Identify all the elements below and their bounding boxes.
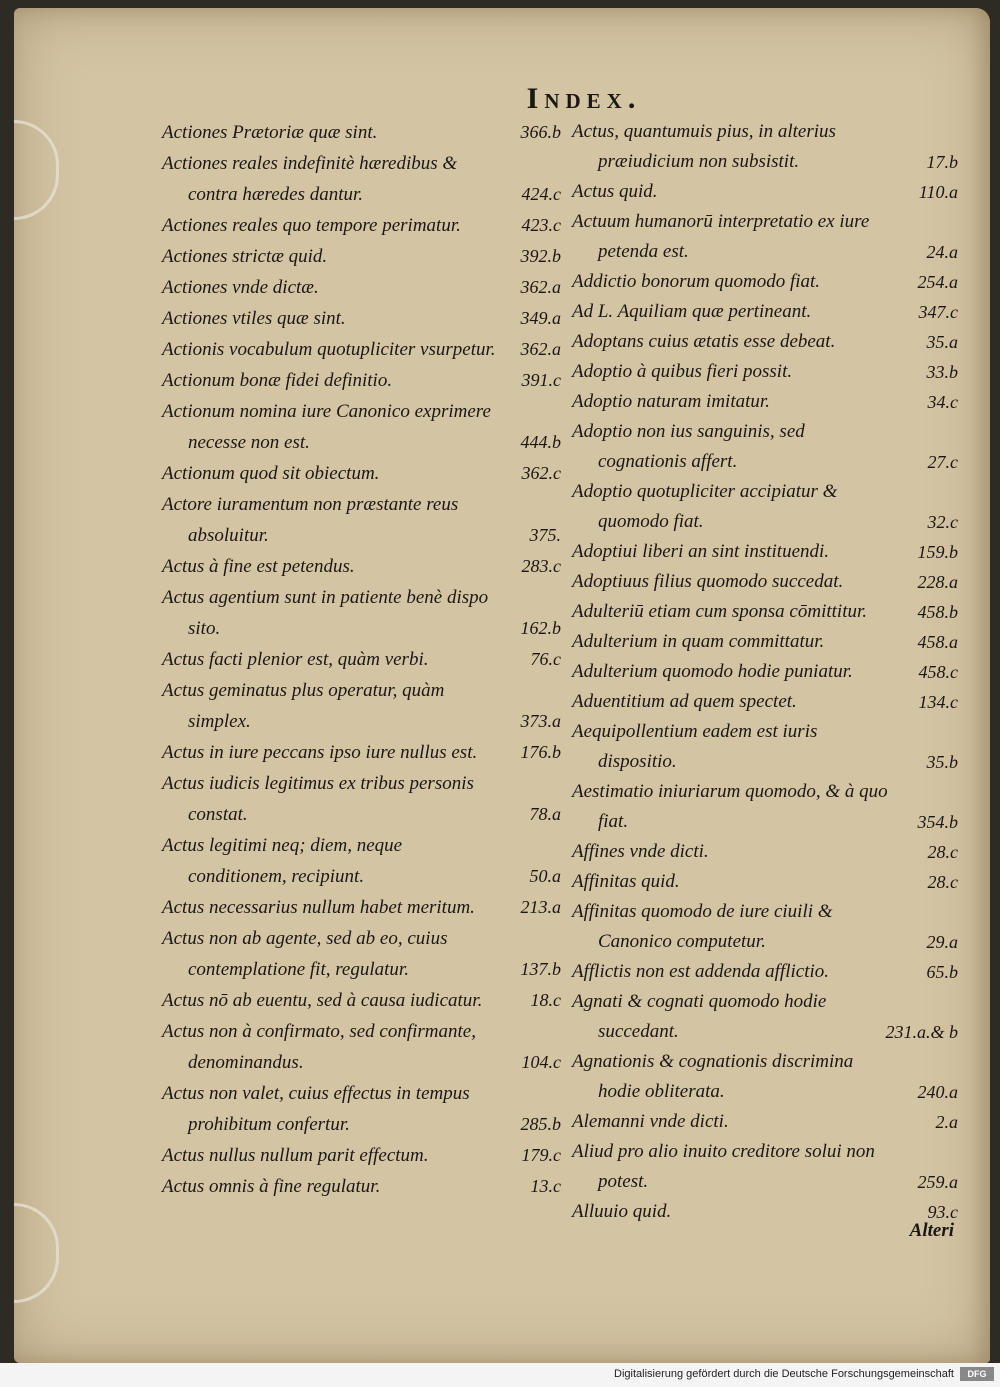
entry-page-ref: 375. <box>529 525 561 545</box>
entry-page-ref: 134.c <box>918 692 958 712</box>
entry-text: Actus necessarius nullum habet meritum. <box>162 897 475 918</box>
index-entry <box>572 657 964 687</box>
index-entry <box>572 1047 964 1107</box>
entry-text: Affines vnde dicti. <box>572 841 709 862</box>
entry-page-ref: 354.b <box>917 812 958 832</box>
index-entry <box>162 830 567 892</box>
entry-page-ref: 65.b <box>926 962 958 982</box>
catchword: Alteri <box>909 1220 954 1241</box>
index-entry <box>162 210 567 241</box>
entry-text: Afflictis non est addenda afflictio. <box>572 961 830 982</box>
index-entry <box>572 387 964 417</box>
entry-text: Actionum nomina iure Canonico exprimere necesse non est. <box>162 401 491 453</box>
entry-page-ref: 28.c <box>927 872 958 892</box>
entry-text: Actus quid. <box>572 181 658 202</box>
entry-page-ref: 32.c <box>927 512 958 532</box>
entry-text: Actiones Prætoriæ quæ sint. <box>162 122 378 143</box>
entry-page-ref: 366.b <box>520 122 561 142</box>
entry-page-ref: 285.b <box>520 1114 561 1134</box>
entry-text: Actus à fine est petendus. <box>162 556 355 577</box>
entry-text: Alluuio quid. <box>572 1201 672 1222</box>
entry-page-ref: 349.a <box>520 308 561 328</box>
index-entry <box>572 477 964 537</box>
entry-page-ref: 35.a <box>926 332 958 352</box>
index-entry <box>572 297 964 327</box>
entry-text: Alemanni vnde dicti. <box>572 1111 729 1132</box>
entry-page-ref: 444.b <box>520 432 561 452</box>
entry-page-ref: 362.c <box>521 463 561 483</box>
entry-page-ref: 213.a <box>520 897 561 917</box>
index-entry <box>572 687 964 717</box>
entry-page-ref: 35.b <box>926 752 958 772</box>
entry-page-ref: 159.b <box>917 542 958 562</box>
entry-page-ref: 93.c <box>927 1202 958 1222</box>
footer-bar <box>0 1363 1000 1387</box>
entry-page-ref: 162.b <box>520 618 561 638</box>
entry-text: Actiones vnde dictæ. <box>162 277 319 298</box>
index-entry <box>572 717 964 777</box>
entry-page-ref: 362.a <box>520 277 561 297</box>
index-entry <box>162 117 567 148</box>
index-entry <box>572 1137 964 1197</box>
binding-clip-bottom <box>14 1203 59 1303</box>
entry-page-ref: 392.b <box>520 246 561 266</box>
entry-page-ref: 104.c <box>521 1052 561 1072</box>
entry-text: Actus geminatus plus operatur, quàm simplex. <box>162 680 445 732</box>
entry-page-ref: 13.c <box>530 1176 561 1196</box>
entry-text: Actus iudicis legitimus ex tribus personis constat. <box>162 773 474 825</box>
entry-text: Actiones reales quo tempore perimatur. <box>162 215 461 236</box>
index-entry <box>572 597 964 627</box>
index-entry <box>162 303 567 334</box>
entry-page-ref: 29.a <box>926 932 958 952</box>
entry-page-ref: 347.c <box>918 302 958 322</box>
index-entry <box>572 627 964 657</box>
entry-page-ref: 423.c <box>521 215 561 235</box>
entry-text: Actore iuramentum non præstante reus absoluitur. <box>162 494 459 546</box>
entry-text: Affinitas quid. <box>572 871 680 892</box>
index-entry <box>162 1016 567 1078</box>
entry-page-ref: 17.b <box>926 152 958 172</box>
index-entry <box>162 272 567 303</box>
entry-text: Adoptans cuius ætatis esse debeat. <box>572 331 836 352</box>
entry-text: Actus omnis à fine regulatur. <box>162 1176 381 1197</box>
entry-page-ref: 373.a <box>520 711 561 731</box>
entry-text: Actus non à confirmato, sed confirmante, denominandus. <box>162 1021 476 1073</box>
entry-page-ref: 110.a <box>918 182 958 202</box>
entry-text: Aduentitium ad quem spectet. <box>572 691 797 712</box>
entry-text: Actus agentium sunt in patiente benè dispo sito. <box>162 587 489 639</box>
entry-text: Aliud pro alio inuito creditore solui non potest. <box>572 1141 875 1192</box>
entry-page-ref: 27.c <box>927 452 958 472</box>
index-entry <box>162 489 567 551</box>
index-entry <box>162 396 567 458</box>
entry-page-ref: 458.b <box>917 602 958 622</box>
index-entry <box>572 1197 964 1227</box>
entry-text: Actus nullus nullum parit effectum. <box>162 1145 429 1166</box>
entry-page-ref: 458.a <box>917 632 958 652</box>
entry-page-ref: 76.c <box>530 649 561 669</box>
index-entry <box>572 957 964 987</box>
index-entry <box>572 897 964 957</box>
entry-page-ref: 458.c <box>918 662 958 682</box>
entry-page-ref: 391.c <box>521 370 561 390</box>
entry-page-ref: 283.c <box>521 556 561 576</box>
entry-text: Actiones vtiles quæ sint. <box>162 308 346 329</box>
entry-page-ref: 240.a <box>917 1082 958 1102</box>
index-entry <box>572 537 964 567</box>
entry-text: Adoptiuus filius quomodo succedat. <box>572 571 844 592</box>
index-entry <box>572 267 964 297</box>
entry-page-ref: 50.a <box>529 866 561 886</box>
entry-text: Actiones strictæ quid. <box>162 246 328 267</box>
entry-text: Actus non valet, cuius effectus in tempus prohibitum confertur. <box>162 1083 470 1135</box>
index-entry <box>572 357 964 387</box>
index-entry <box>572 1107 964 1137</box>
entry-page-ref: 78.a <box>529 804 561 824</box>
index-entry <box>572 987 964 1047</box>
index-entry <box>572 777 964 837</box>
index-entry <box>572 837 964 867</box>
index-entry <box>572 327 964 357</box>
entry-text: Actuum humanorū interpretatio ex iure petenda est. <box>572 211 870 262</box>
index-entry <box>162 892 567 923</box>
dfg-logo: DFG <box>960 1367 994 1381</box>
index-entry <box>572 117 964 177</box>
entry-text: Actus facti plenior est, quàm verbi. <box>162 649 429 670</box>
entry-page-ref: 2.a <box>935 1112 958 1132</box>
entry-page-ref: 137.b <box>520 959 561 979</box>
index-entry <box>162 1078 567 1140</box>
entry-text: Adulterium quomodo hodie puniatur. <box>572 661 853 682</box>
entry-text: Adulteriū etiam cum sponsa cōmittitur. <box>572 601 868 622</box>
index-entry <box>572 867 964 897</box>
entry-text: Actionis vocabulum quotupliciter vsurpetur. <box>162 339 496 360</box>
entry-text: Adoptio quotupliciter accipiatur & quomodo fiat. <box>572 481 838 532</box>
entry-page-ref: 254.a <box>917 272 958 292</box>
entry-page-ref: 259.a <box>917 1172 958 1192</box>
entry-text: Actus non ab agente, sed ab eo, cuius contemplatione fit, regulatur. <box>162 928 448 980</box>
entry-text: Actionum quod sit obiectum. <box>162 463 380 484</box>
footer-text: Digitalisierung gefördert durch die Deutsche Forschungsgemeinschaft <box>614 1368 954 1380</box>
entry-page-ref: 179.c <box>521 1145 561 1165</box>
index-entry <box>572 417 964 477</box>
entry-page-ref: 18.c <box>530 990 561 1010</box>
entry-text: Actionum bonæ fidei definitio. <box>162 370 393 391</box>
binding-clip-top <box>14 120 59 220</box>
index-entry <box>572 207 964 267</box>
index-column-left <box>162 117 567 1202</box>
entry-text: Actiones reales indefinitè hæredibus & contra hæredes dantur. <box>162 153 458 205</box>
page-title: Index. <box>526 82 642 115</box>
entry-text: Agnati & cognati quomodo hodie succedant. <box>572 991 827 1042</box>
entry-text: Adoptio à quibus fieri possit. <box>572 361 793 382</box>
index-entry <box>162 768 567 830</box>
index-entry <box>162 241 567 272</box>
entry-page-ref: 33.b <box>926 362 958 382</box>
entry-text: Aequipollentium eadem est iuris dispositio. <box>572 721 818 772</box>
index-entry <box>572 567 964 597</box>
entry-text: Adoptio non ius sanguinis, sed cognationis affert. <box>572 421 805 472</box>
entry-page-ref: 34.c <box>927 392 958 412</box>
index-entry <box>162 1140 567 1171</box>
index-entry <box>162 675 567 737</box>
entry-text: Actus in iure peccans ipso iure nullus est. <box>162 742 478 763</box>
entry-page-ref: 24.a <box>926 242 958 262</box>
entry-text: Affinitas quomodo de iure ciuili & Canonico computetur. <box>572 901 833 952</box>
index-entry <box>572 177 964 207</box>
entry-text: Actus legitimi neq; diem, neque conditionem, recipiunt. <box>162 835 403 887</box>
entry-text: Adoptio naturam imitatur. <box>572 391 770 412</box>
entry-text: Agnationis & cognationis discrimina hodie obliterata. <box>572 1051 854 1102</box>
index-entry <box>162 923 567 985</box>
index-entry <box>162 365 567 396</box>
entry-text: Adoptiui liberi an sint instituendi. <box>572 541 830 562</box>
entry-page-ref: 228.a <box>917 572 958 592</box>
entry-page-ref: 424.c <box>521 184 561 204</box>
entry-page-ref: 28.c <box>927 842 958 862</box>
index-entry <box>162 458 567 489</box>
entry-page-ref: 231.a.& b <box>885 1022 958 1042</box>
index-entry <box>162 985 567 1016</box>
index-entry <box>162 148 567 210</box>
index-entry <box>162 1171 567 1202</box>
entry-text: Adulterium in quam committatur. <box>572 631 825 652</box>
index-entry <box>162 334 567 365</box>
index-entry <box>162 551 567 582</box>
entry-text: Actus nō ab euentu, sed à causa iudicatur. <box>162 990 483 1011</box>
index-entry <box>162 644 567 675</box>
entry-page-ref: 176.b <box>520 742 561 762</box>
entry-text: Aestimatio iniuriarum quomodo, & à quo fiat. <box>572 781 888 832</box>
index-entry <box>162 582 567 644</box>
entry-text: Addictio bonorum quomodo fiat. <box>572 271 821 292</box>
entry-text: Ad L. Aquiliam quæ pertineant. <box>572 301 812 322</box>
entry-page-ref: 362.a <box>520 339 561 359</box>
index-entry <box>162 737 567 768</box>
entry-text: Actus, quantumuis pius, in alterius præiudicium non subsistit. <box>572 121 836 172</box>
index-column-right <box>572 117 964 1227</box>
